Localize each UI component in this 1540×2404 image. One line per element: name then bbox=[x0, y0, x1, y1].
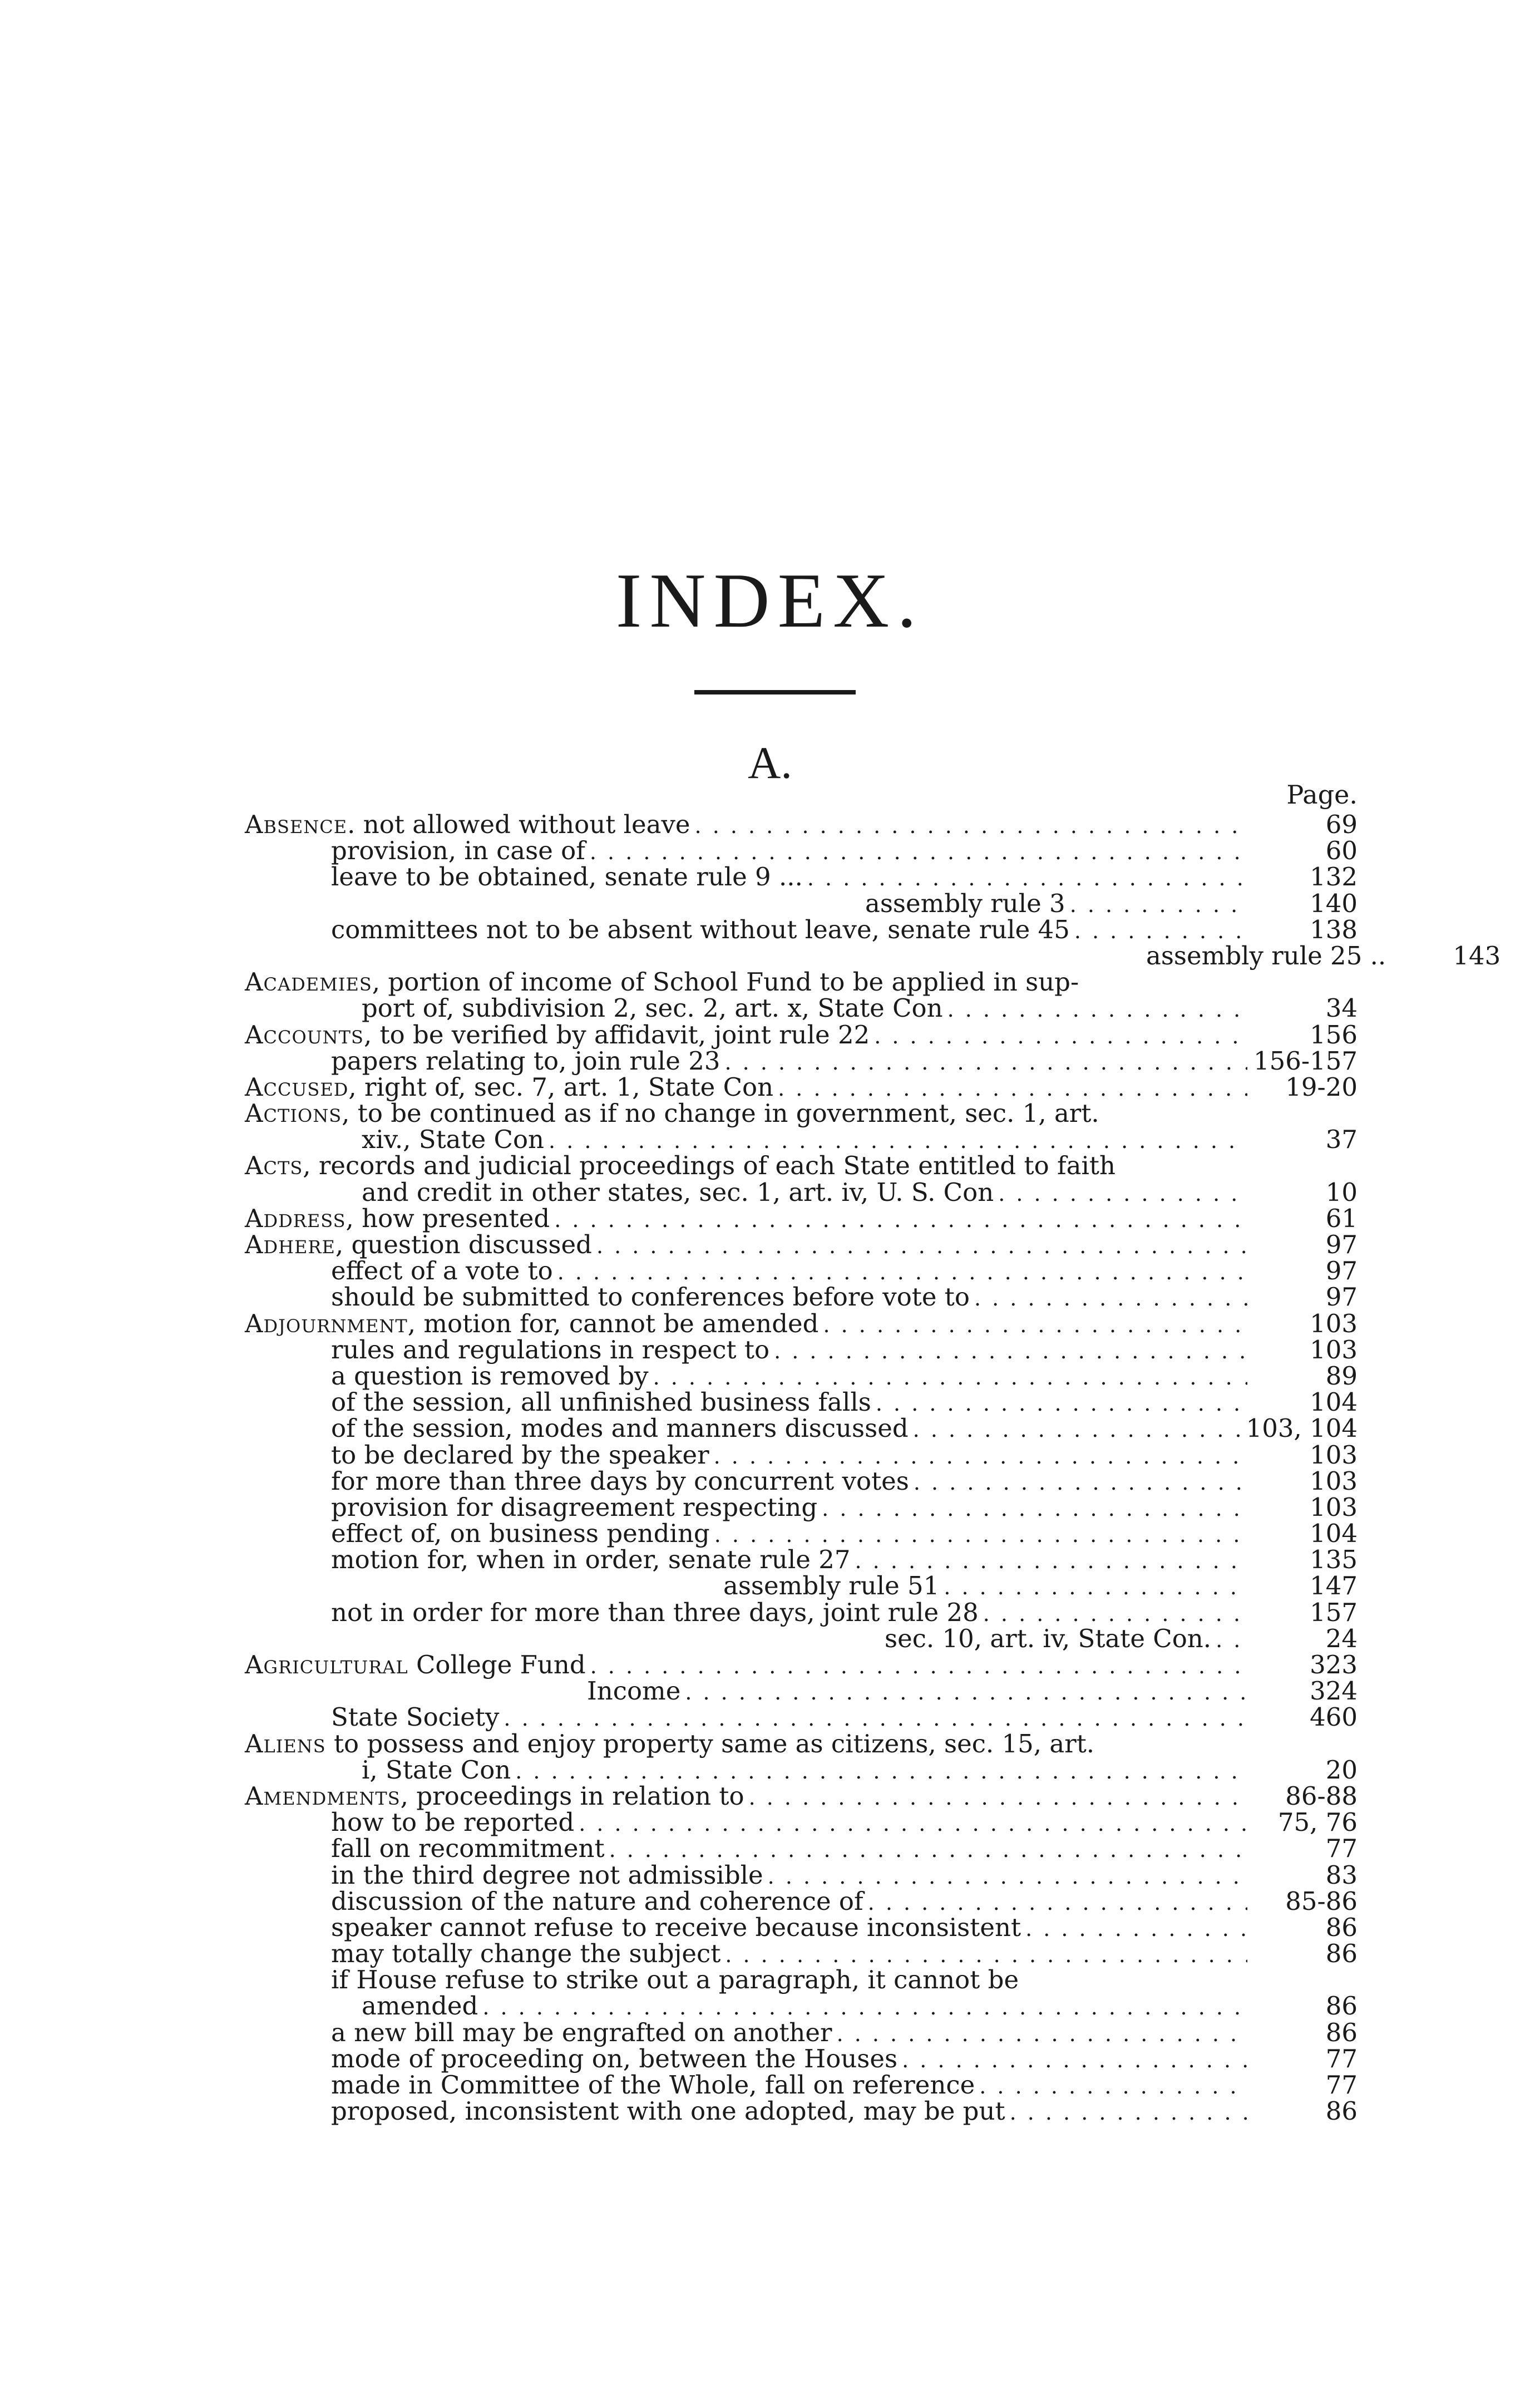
entry-description: how to be reported bbox=[331, 1807, 575, 1838]
entry-description: provision, in case of bbox=[331, 836, 585, 866]
entry-heading: Accused bbox=[245, 1072, 349, 1102]
dot-leader bbox=[695, 813, 1247, 839]
dot-leader bbox=[515, 1758, 1247, 1785]
dot-leader bbox=[725, 1050, 1248, 1076]
index-entry bbox=[245, 1704, 1358, 1730]
index-entry bbox=[245, 1413, 1358, 1444]
entry-text bbox=[245, 1098, 1099, 1129]
index-entry bbox=[245, 2043, 1358, 2073]
entry-description: a question is removed by bbox=[331, 1361, 649, 1391]
section-letter: A. bbox=[748, 737, 792, 788]
entry-heading: Acts bbox=[245, 1151, 303, 1181]
entry-text bbox=[331, 1258, 553, 1284]
index-entry bbox=[245, 1783, 1358, 1809]
entry-text bbox=[331, 1048, 720, 1074]
entry-description: a new bill may be engrafted on another bbox=[331, 2017, 832, 2047]
entry-page-number: 10 bbox=[1325, 1177, 1358, 1207]
entry-page-number: 324 bbox=[1310, 1676, 1358, 1706]
entry-description: , to be verified by affidavit, joint rule 22 bbox=[363, 1019, 870, 1050]
index-entry bbox=[245, 2019, 1358, 2046]
dot-leader bbox=[913, 1417, 1242, 1443]
entry-text bbox=[885, 1625, 1211, 1652]
entry-heading: Amendments bbox=[245, 1781, 401, 1811]
entry-page-number: 103 bbox=[1310, 1308, 1358, 1338]
entry-text bbox=[331, 838, 585, 864]
entry-heading: Address bbox=[245, 1203, 346, 1233]
entry-page-number: 323 bbox=[1310, 1650, 1358, 1679]
index-entry bbox=[245, 1048, 1358, 1074]
index-entry bbox=[245, 1284, 1358, 1310]
entry-text bbox=[245, 1652, 586, 1678]
entry-description: made in Committee of the Whole, fall on reference bbox=[331, 2070, 975, 2100]
entry-description: of the session, all unfinished business falls bbox=[331, 1387, 871, 1417]
entry-text bbox=[362, 1179, 994, 1205]
entry-description: discussion of the nature and coherence of bbox=[331, 1886, 863, 1916]
entry-text bbox=[331, 1599, 979, 1625]
index-entry bbox=[245, 1494, 1358, 1520]
entry-page-number: 86 bbox=[1325, 2096, 1358, 2126]
entry-text bbox=[362, 1125, 545, 1155]
entry-description: to possess and enjoy property same as citizens, sec. 15, art. bbox=[325, 1728, 1095, 1758]
entry-description: should be submitted to conferences before vote to bbox=[331, 1282, 970, 1312]
dot-leader bbox=[876, 1391, 1247, 1417]
page-title: INDEX. bbox=[615, 558, 925, 644]
entry-page-number: 460 bbox=[1310, 1702, 1358, 1732]
entry-description: leave to be obtained, senate rule 9 ... bbox=[331, 862, 803, 892]
entry-description: papers relating to, join rule 23 bbox=[331, 1046, 720, 1076]
dot-leader bbox=[1216, 1627, 1247, 1653]
entry-page-number: 69 bbox=[1325, 810, 1358, 839]
index-entry bbox=[245, 995, 1358, 1021]
index-entry bbox=[245, 1334, 1358, 1364]
entry-page-number: 60 bbox=[1325, 836, 1358, 866]
dot-leader bbox=[714, 1444, 1247, 1470]
entry-page-number: 97 bbox=[1325, 1256, 1358, 1286]
entry-description: of the session, modes and manners discussed bbox=[331, 1413, 909, 1444]
index-entry bbox=[245, 1308, 1358, 1338]
entry-heading: Accounts bbox=[245, 1019, 364, 1050]
entry-description: to be declared by the speaker bbox=[331, 1440, 709, 1470]
dot-leader bbox=[1070, 892, 1247, 918]
entry-page-number: 156 bbox=[1310, 1019, 1358, 1050]
dot-leader bbox=[579, 1811, 1247, 1837]
dot-leader bbox=[774, 1338, 1247, 1364]
entry-text bbox=[331, 1546, 851, 1573]
entry-heading: Adhere bbox=[245, 1230, 335, 1259]
index-entry bbox=[245, 1389, 1358, 1415]
entry-text bbox=[245, 1205, 550, 1231]
index-entry bbox=[245, 1205, 1358, 1231]
entry-description: port of, subdivision 2, sec. 2, art. x, State Con bbox=[362, 993, 943, 1023]
dot-leader bbox=[914, 1470, 1247, 1496]
index-entry bbox=[245, 940, 1501, 971]
entry-page-number: 19-20 bbox=[1285, 1072, 1358, 1102]
entry-text bbox=[331, 1284, 970, 1310]
entry-page-number: 104 bbox=[1310, 1519, 1358, 1549]
entry-text bbox=[362, 995, 943, 1021]
entry-description: mode of proceeding on, between the Houses bbox=[331, 2043, 898, 2073]
entry-description: effect of a vote to bbox=[331, 1256, 553, 1286]
entry-page-number: 97 bbox=[1325, 1230, 1358, 1259]
title-rule bbox=[694, 690, 856, 694]
index-entry bbox=[245, 1152, 1358, 1179]
dot-leader bbox=[947, 997, 1247, 1023]
entry-page-number: 20 bbox=[1325, 1755, 1358, 1785]
entry-description: fall on recommitment bbox=[331, 1834, 605, 1864]
entry-text bbox=[331, 1494, 817, 1520]
entry-text bbox=[331, 2098, 1005, 2124]
entry-text bbox=[331, 1888, 863, 1914]
index-entry bbox=[245, 1573, 1358, 1599]
entry-text bbox=[331, 1862, 763, 1888]
entry-description: , right of, sec. 7, art. 1, State Con bbox=[348, 1072, 774, 1102]
entry-page-number: 103 bbox=[1310, 1466, 1358, 1496]
index-entry bbox=[245, 838, 1358, 864]
entry-page-number: 75, 76 bbox=[1277, 1807, 1358, 1838]
entry-text bbox=[331, 1940, 720, 1967]
entry-description: , question discussed bbox=[335, 1230, 592, 1259]
entry-description: , portion of income of School Fund to be applied in sup- bbox=[372, 967, 1079, 997]
entry-text bbox=[865, 890, 1065, 917]
dot-leader bbox=[823, 1312, 1247, 1338]
index-entry bbox=[245, 969, 1358, 995]
entry-text bbox=[331, 2043, 898, 2073]
entry-description: effect of, on business pending bbox=[331, 1519, 710, 1549]
entry-page-number: 37 bbox=[1325, 1125, 1358, 1155]
dot-leader bbox=[685, 1679, 1247, 1706]
entry-description: and credit in other states, sec. 1, art. iv, U. S. Con bbox=[362, 1177, 994, 1207]
entry-text bbox=[1146, 940, 1386, 971]
dot-leader bbox=[609, 1837, 1247, 1863]
entry-heading: Agricultural bbox=[245, 1650, 408, 1679]
dot-leader bbox=[837, 2021, 1247, 2047]
entry-description: . not allowed without leave bbox=[347, 810, 690, 839]
entry-text bbox=[245, 1231, 592, 1258]
entry-page-number: 103 bbox=[1310, 1492, 1358, 1522]
index-entry bbox=[245, 1258, 1358, 1284]
entry-description: proposed, inconsistent with one adopted, may be put bbox=[331, 2096, 1005, 2126]
entry-description: in the third degree not admissible bbox=[331, 1860, 763, 1890]
entry-text bbox=[362, 1757, 511, 1783]
entry-text bbox=[331, 1363, 649, 1389]
entry-description: , to be continued as if no change in government, sec. 1, art. bbox=[342, 1098, 1099, 1129]
dot-leader bbox=[714, 1522, 1247, 1548]
entry-page-number: 83 bbox=[1325, 1860, 1358, 1890]
entry-description: College Fund bbox=[408, 1650, 586, 1679]
index-entry bbox=[245, 1442, 1358, 1468]
index-entry bbox=[245, 864, 1358, 890]
entry-description: i, State Con bbox=[362, 1755, 511, 1785]
dot-leader bbox=[1010, 2100, 1247, 2126]
entry-description: , how presented bbox=[345, 1203, 550, 1233]
entry-page-number: 135 bbox=[1310, 1545, 1358, 1575]
entry-description: provision for disagreement respecting bbox=[331, 1492, 818, 1522]
entry-page-number: 103 bbox=[1310, 1334, 1358, 1364]
dot-leader bbox=[778, 1076, 1247, 1102]
entry-text bbox=[331, 1519, 710, 1549]
entry-description: may totally change the subject bbox=[331, 1939, 721, 1969]
dot-leader bbox=[855, 1548, 1248, 1574]
entry-description: not in order for more than three days, joint rule 28 bbox=[331, 1597, 979, 1627]
dot-leader bbox=[504, 1706, 1247, 1732]
index-entry bbox=[245, 890, 1358, 917]
index-entry bbox=[245, 2098, 1358, 2124]
dot-leader bbox=[596, 1233, 1247, 1259]
dot-leader bbox=[557, 1259, 1247, 1285]
entry-text bbox=[331, 1468, 909, 1494]
entry-page-number: 86 bbox=[1325, 1991, 1358, 2021]
dot-leader bbox=[549, 1128, 1247, 1154]
entry-text bbox=[331, 1704, 499, 1730]
index-entry bbox=[245, 1940, 1358, 1967]
index-entry bbox=[245, 914, 1358, 944]
entry-text bbox=[245, 1074, 773, 1100]
entry-description: assembly rule 25 .. bbox=[1146, 940, 1386, 971]
entry-text bbox=[245, 1152, 1115, 1179]
dot-leader bbox=[902, 2047, 1247, 2073]
entry-page-number: 103, 104 bbox=[1246, 1413, 1358, 1444]
dot-leader bbox=[749, 1785, 1247, 1811]
entry-page-number: 97 bbox=[1325, 1282, 1358, 1312]
dot-leader bbox=[653, 1364, 1247, 1391]
dot-leader bbox=[807, 865, 1247, 891]
entry-page-number: 89 bbox=[1325, 1361, 1358, 1391]
index-entry bbox=[245, 1678, 1358, 1704]
entry-page-number: 103 bbox=[1310, 1440, 1358, 1470]
index-entry bbox=[245, 1599, 1358, 1625]
dot-leader bbox=[554, 1207, 1247, 1233]
dot-leader bbox=[482, 1994, 1247, 2021]
entry-page-number: 147 bbox=[1310, 1571, 1358, 1601]
entry-page-number: 143 bbox=[1453, 940, 1501, 971]
index-entry bbox=[245, 1074, 1358, 1100]
entry-heading: Aliens bbox=[245, 1728, 326, 1758]
index-entry bbox=[245, 1179, 1358, 1205]
dot-leader bbox=[1074, 918, 1247, 944]
index-entry bbox=[245, 1807, 1358, 1838]
entry-text bbox=[331, 1914, 1021, 1940]
entry-text bbox=[587, 1678, 680, 1704]
entry-text bbox=[331, 1442, 709, 1468]
entry-page-number: 138 bbox=[1310, 914, 1358, 944]
entry-heading: Adjournment bbox=[245, 1308, 408, 1338]
entry-page-number: 24 bbox=[1325, 1623, 1358, 1653]
entry-text bbox=[245, 1308, 819, 1338]
entry-page-number: 156-157 bbox=[1253, 1046, 1358, 1076]
entry-page-number: 61 bbox=[1325, 1203, 1358, 1233]
page-column-heading: Page. bbox=[1286, 780, 1358, 810]
entry-description: speaker cannot refuse to receive because inconsistent bbox=[331, 1912, 1021, 1942]
entry-heading: Actions bbox=[245, 1098, 342, 1129]
entry-text bbox=[245, 969, 1079, 995]
index-entry bbox=[245, 1914, 1358, 1940]
entry-text bbox=[331, 2019, 832, 2046]
entry-page-number: 34 bbox=[1325, 993, 1358, 1023]
index-entry bbox=[245, 1862, 1358, 1888]
entry-text bbox=[331, 1807, 575, 1838]
dot-leader bbox=[1025, 1916, 1247, 1942]
entry-page-number: 86 bbox=[1325, 2017, 1358, 2047]
entry-heading: Academies bbox=[245, 967, 372, 997]
dot-leader bbox=[998, 1181, 1247, 1207]
entry-page-number: 77 bbox=[1325, 1834, 1358, 1864]
entry-description: if House refuse to strike out a paragraph, it cannot be bbox=[331, 1965, 1019, 1995]
index-entry bbox=[245, 1231, 1358, 1258]
entry-description: assembly rule 3 bbox=[865, 888, 1065, 918]
entry-description: amended bbox=[362, 1991, 478, 2021]
entry-text bbox=[245, 1783, 744, 1809]
index-entry bbox=[245, 1728, 1358, 1758]
index-entry bbox=[245, 1652, 1358, 1678]
entry-description: , motion for, cannot be amended bbox=[407, 1308, 819, 1338]
dot-leader bbox=[868, 1890, 1247, 1916]
index-entry bbox=[245, 1363, 1358, 1389]
entry-page-number: 86 bbox=[1325, 1939, 1358, 1969]
index-entry bbox=[245, 1834, 1358, 1864]
entry-text bbox=[331, 1334, 770, 1364]
entry-description: , records and judicial proceedings of each State entitled to faith bbox=[303, 1151, 1115, 1181]
index-entry bbox=[245, 1098, 1358, 1129]
dot-leader bbox=[944, 1574, 1247, 1600]
entry-text bbox=[723, 1573, 939, 1599]
index-entry bbox=[245, 1993, 1358, 2019]
entry-text bbox=[362, 1993, 478, 2019]
entry-page-number: 132 bbox=[1310, 862, 1358, 892]
index-entry bbox=[245, 1757, 1358, 1783]
entry-description: xiv., State Con bbox=[362, 1125, 545, 1155]
entry-description: sec. 10, art. iv, State Con. bbox=[885, 1623, 1212, 1653]
entry-description: rules and regulations in respect to bbox=[331, 1334, 770, 1364]
entry-page-number: 157 bbox=[1310, 1597, 1358, 1627]
entry-page-number: 77 bbox=[1325, 2070, 1358, 2100]
entry-text bbox=[331, 914, 1070, 944]
entry-text bbox=[331, 2072, 975, 2098]
index-entry bbox=[245, 1625, 1358, 1652]
index-entries bbox=[245, 810, 1501, 2126]
index-entry bbox=[245, 811, 1358, 838]
entry-text bbox=[245, 1019, 870, 1050]
index-entry bbox=[245, 1468, 1358, 1494]
dot-leader bbox=[590, 839, 1247, 865]
entry-page-number: 140 bbox=[1310, 888, 1358, 918]
entry-page-number: 85-86 bbox=[1285, 1886, 1358, 1916]
entry-description: , proceedings in relation to bbox=[400, 1781, 744, 1811]
entry-text bbox=[331, 1967, 1019, 1993]
entry-page-number: 86 bbox=[1325, 1912, 1358, 1942]
entry-description: for more than three days by concurrent votes bbox=[331, 1466, 909, 1496]
entry-text bbox=[245, 811, 690, 838]
entry-description: Income bbox=[587, 1676, 681, 1706]
entry-description: motion for, when in order, senate rule 27 bbox=[331, 1545, 851, 1575]
entry-text bbox=[245, 1728, 1095, 1758]
dot-leader bbox=[874, 1023, 1247, 1050]
entry-page-number: 104 bbox=[1310, 1387, 1358, 1417]
entry-text bbox=[331, 864, 803, 890]
index-entry bbox=[245, 2072, 1358, 2098]
entry-description: assembly rule 51 bbox=[723, 1571, 940, 1601]
dot-leader bbox=[768, 1864, 1247, 1890]
index-entry bbox=[245, 1125, 1358, 1155]
index-entry bbox=[245, 1546, 1358, 1573]
entry-page-number: 86-88 bbox=[1285, 1781, 1358, 1811]
entry-text bbox=[331, 1834, 605, 1864]
dot-leader bbox=[725, 1942, 1247, 1968]
dot-leader bbox=[590, 1653, 1247, 1679]
dot-leader bbox=[983, 1601, 1247, 1627]
entry-page-number: 77 bbox=[1325, 2043, 1358, 2073]
entry-text bbox=[331, 1413, 909, 1444]
index-entry bbox=[245, 1519, 1358, 1549]
index-entry bbox=[245, 1967, 1358, 1993]
dot-leader bbox=[979, 2073, 1247, 2100]
entry-description: State Society bbox=[331, 1702, 500, 1732]
entry-text bbox=[331, 1389, 871, 1415]
index-entry bbox=[245, 1019, 1358, 1050]
entry-description: committees not to be absent without leave, senate rule 45 bbox=[331, 914, 1070, 944]
dot-leader bbox=[974, 1285, 1247, 1312]
entry-heading: Absence bbox=[245, 810, 348, 839]
dot-leader bbox=[822, 1496, 1247, 1522]
index-entry bbox=[245, 1888, 1358, 1914]
